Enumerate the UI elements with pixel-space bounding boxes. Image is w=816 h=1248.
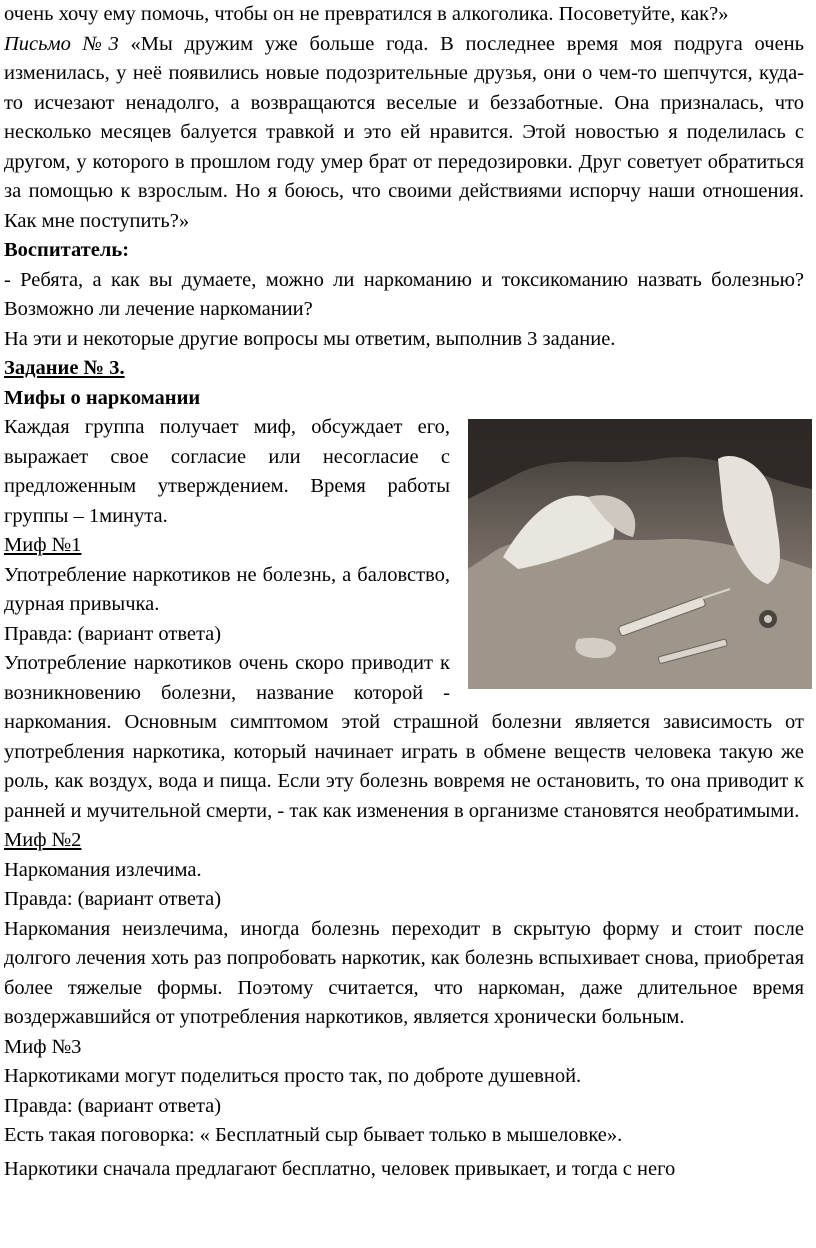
myth1-truth-label: Правда: (вариант ответа) [4,622,222,645]
myth3-statement: Наркотиками могут поделиться просто так, по доброте душевной. [4,1065,582,1087]
educator-question: - Ребята, а как вы думаете, можно ли наркоманию и токсикоманию назвать болезнью? Возможно ли лечение наркомании? [4,268,804,320]
myth1-statement: Употребление наркотиков не болезнь, а баловство, дурная привычка. [4,563,450,615]
task-subtitle: Мифы о наркомании [4,386,201,409]
educator-label: Воспитатель: [4,239,130,261]
syringe-photo-icon [468,419,812,689]
myth3-title: Миф №3 [4,1035,82,1058]
letter3-paragraph [4,30,804,237]
myth1-answer: Употребление наркотиков очень скоро приводит к возникновению болезни, название которой - наркомания. Основным симптомом этой страшной болезни является зависимость от употребления наркотика, который начинает играть в обмене веществ человека такую же роль, как воздух, вода и пища. Если эту болезнь вовремя не остановить, то она приводит к ранней и мучительной смерти, - так как изменения в организме становятся необратимыми. [4,652,804,822]
educator-answer: На эти и некоторые другие вопросы мы ответим, выполнив 3 задание. [4,327,616,350]
myth3-saying: Есть такая поговорка: « Бесплатный сыр бывает только в мышеловке». [4,1124,623,1146]
myth1-title: Миф №1 [4,534,82,556]
myth2-truth-label: Правда: (вариант ответа) [4,888,222,910]
myth2-statement: Наркомания излечима. [4,858,202,881]
myth2-title: Миф №2 [4,829,82,851]
letter3-label: Письмо №3 [4,32,119,55]
task-title: Задание № 3. [4,357,125,379]
myth2-answer: Наркомания неизлечима, иногда болезнь переходит в скрытую форму и стоит после долгого лечения хоть раз попробовать наркотик, как болезнь вспыхивает снова, приобретая более тяжелые формы. Поэтому считается, что наркоман, даже длительное время воздержавшийся от употребления наркотиков, является хронически больным. [4,917,804,1028]
task-intro: Каждая группа получает миф, обсуждает его, выражает свое согласие или несогласие с предложенным утверждением. Время работы группы – 1минута. [4,416,450,527]
myth3-answer-start: Наркотики сначала предлагают бесплатно, человек привыкает, и тогда с него [4,1157,676,1180]
letter2-ending: очень хочу ему помочь, чтобы он не превратился в алкоголика. Посоветуйте, как?» [4,3,729,25]
myth3-truth-label: Правда: (вариант ответа) [4,1094,222,1117]
syringe-photo-image [468,419,812,689]
letter3-text: «Мы дружим уже больше года. В последнее время моя подруга очень изменилась, у неё появились новые подозрительные друзья, они о чем-то шепчутся, куда-то исчезают ненадолго, а возвращаются веселые и беззаботные. Она призналась, что несколько месяцев балуется травкой и это ей нравится. Этой новостью я поделилась с другом, у которого в прошлом году умер брат от передозировки. Друг советует обратиться за помощью к взрослым. Но я боюсь, что своими действиями испорчу наши отношения. Как мне поступить?» [4,32,804,232]
